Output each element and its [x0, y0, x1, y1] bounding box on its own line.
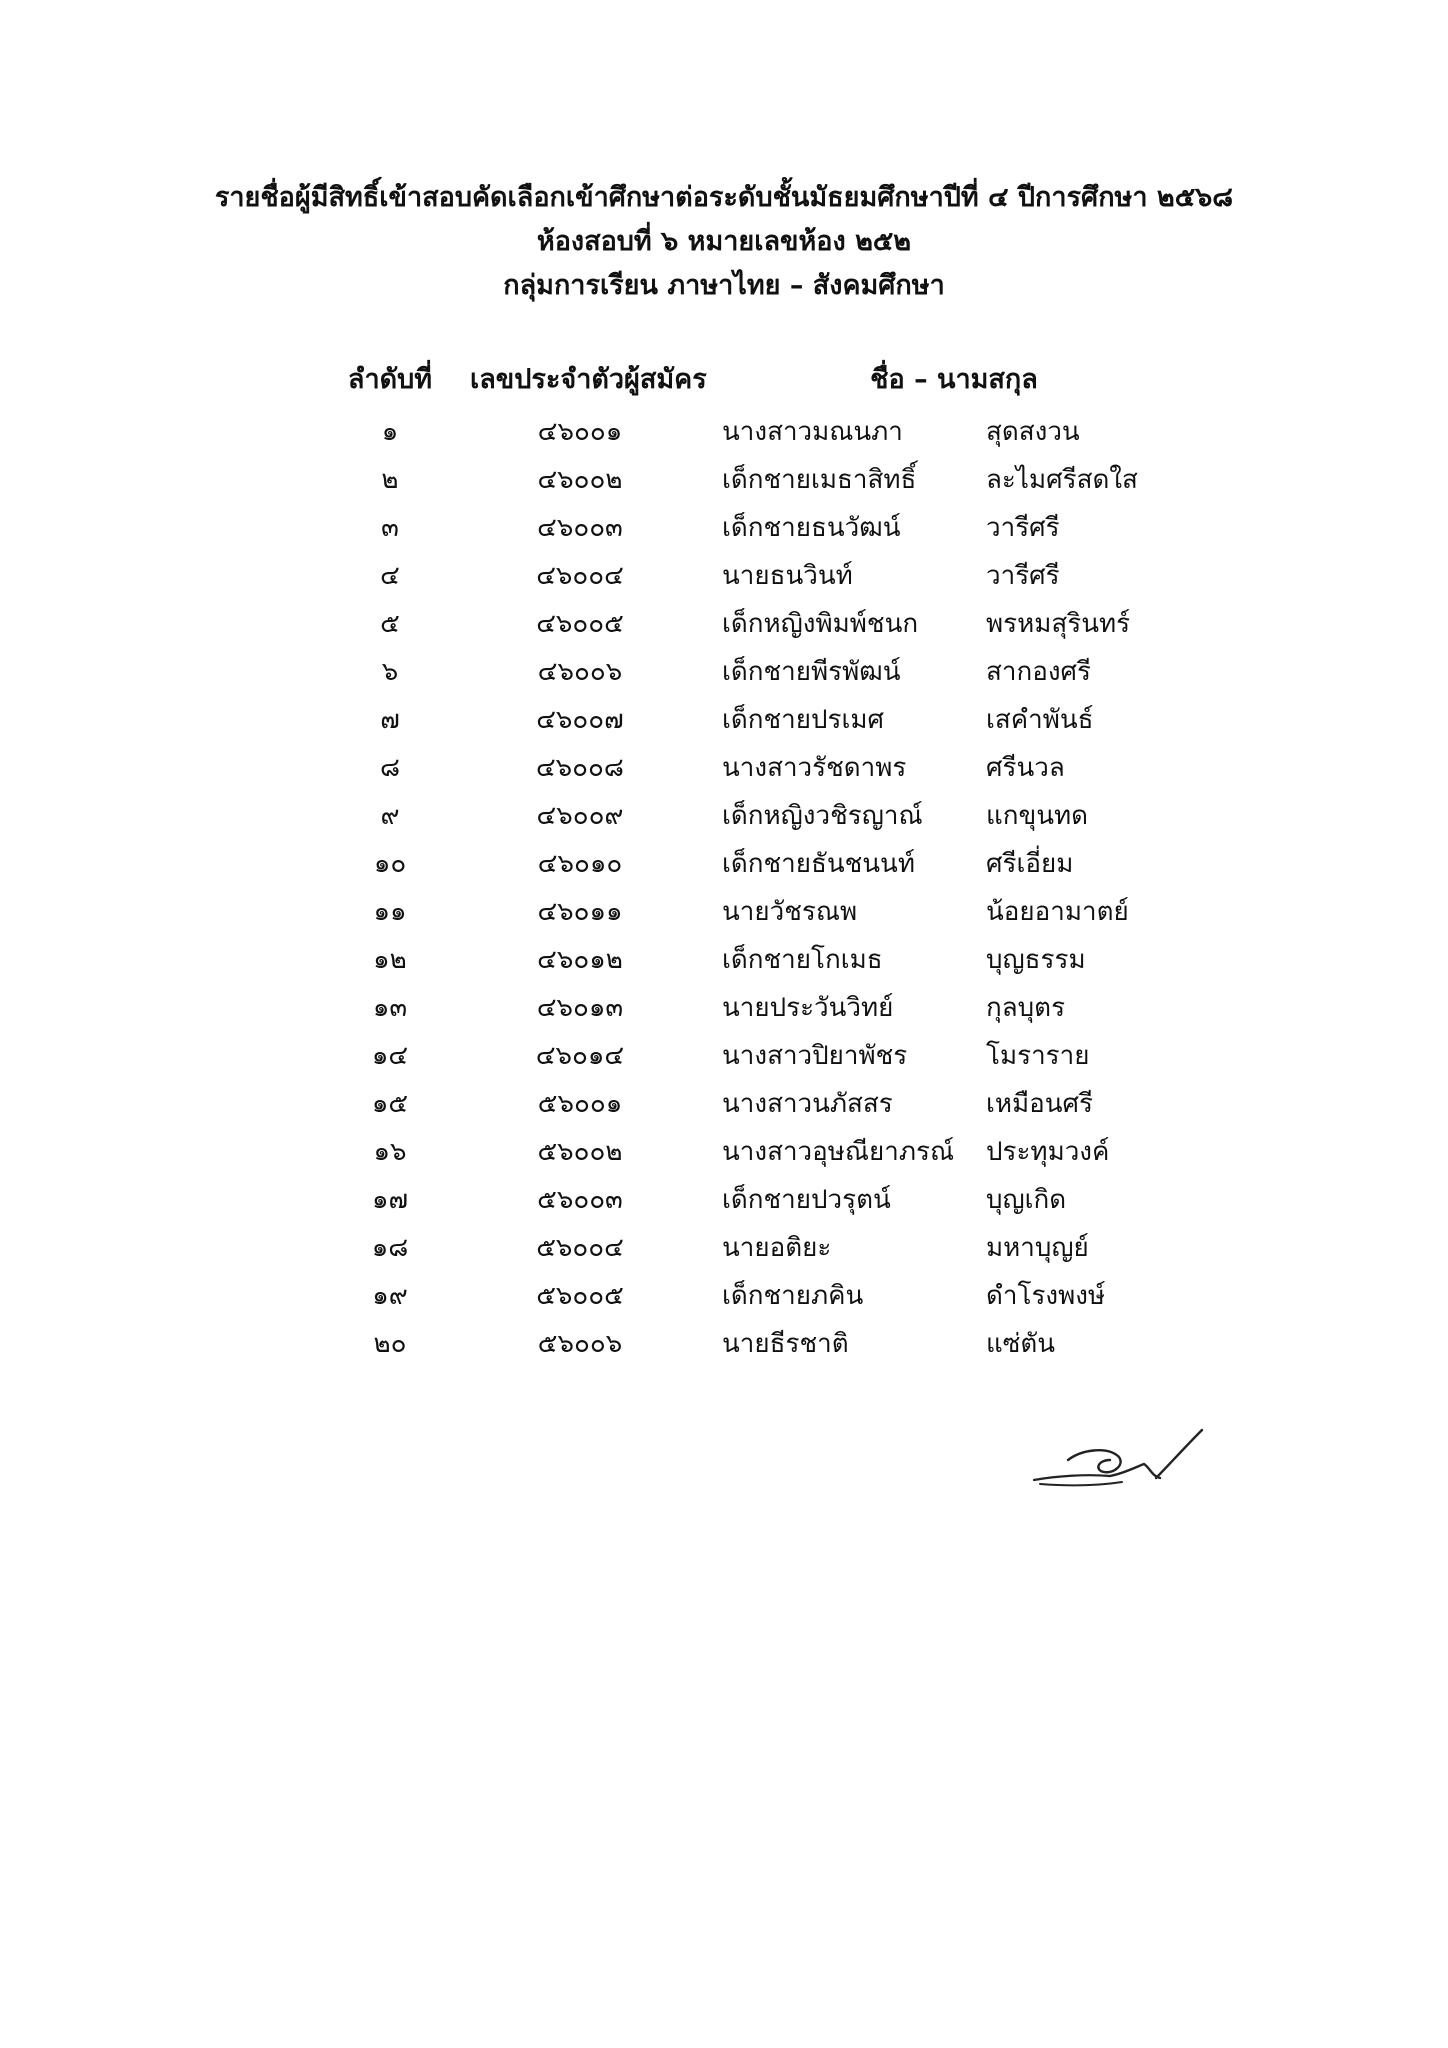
- table-row: [0, 696, 1448, 744]
- row-no: ๑๓: [372, 993, 408, 1023]
- table-row: [0, 504, 1448, 552]
- row-no: ๑๘: [371, 1233, 409, 1263]
- table-row: [0, 936, 1448, 984]
- table-row: [0, 840, 1448, 888]
- row-first-name: นางสาวรัชดาพร: [722, 753, 907, 783]
- row-last-name: น้อยอามาตย์: [986, 897, 1129, 927]
- row-no: ๕: [380, 609, 400, 639]
- row-first-name: นายธีรชาติ: [722, 1329, 849, 1359]
- row-no: ๑๐: [373, 849, 407, 879]
- row-last-name: บุญเกิด: [986, 1185, 1067, 1215]
- row-first-name: นายประวันวิทย์: [722, 993, 894, 1023]
- row-applicant-id: ๔๖๐๐๕: [536, 609, 624, 639]
- row-no: ๑๒: [373, 945, 407, 975]
- document-heading: [0, 176, 1448, 308]
- table-row: [0, 648, 1448, 696]
- row-first-name: เด็กชายปวรุตน์: [722, 1185, 891, 1215]
- row-last-name: สากองศรี: [986, 657, 1091, 687]
- heading-title: รายชื่อผู้มีสิทธิ์เข้าสอบคัดเลือกเข้าศึกษาต่อระดับชั้นมัธยมศึกษาปีที่ ๔ ปีการศึกษา ๒๕๖๘: [214, 182, 1234, 213]
- row-no: ๙: [380, 801, 400, 831]
- row-first-name: นายธนวินท์: [722, 561, 853, 591]
- row-first-name: เด็กหญิงพิมพ์ชนก: [722, 609, 919, 639]
- row-last-name: กุลบุตร: [986, 993, 1066, 1023]
- row-no: ๑๖: [373, 1137, 407, 1167]
- row-no: ๔: [380, 561, 400, 591]
- table-row: [0, 1176, 1448, 1224]
- table-row: [0, 792, 1448, 840]
- row-applicant-id: ๔๖๐๑๒: [537, 945, 623, 975]
- row-applicant-id: ๕๖๐๐๒: [537, 1137, 623, 1167]
- row-first-name: เด็กชายโกเมธ: [722, 945, 883, 975]
- row-last-name: ละไมศรีสดใส: [986, 465, 1138, 495]
- row-last-name: มหาบุญย์: [986, 1233, 1089, 1263]
- row-last-name: วารีศรี: [986, 513, 1060, 543]
- table-row: [0, 1128, 1448, 1176]
- row-first-name: เด็กชายภคิน: [722, 1281, 864, 1311]
- row-applicant-id: ๔๖๐๐๘: [536, 753, 624, 783]
- row-applicant-id: ๔๖๐๐๑: [537, 417, 623, 447]
- row-last-name: ประทุมวงค์: [986, 1137, 1110, 1167]
- row-first-name: นายวัชรณพ: [722, 897, 858, 927]
- heading-study-group: กลุ่มการเรียน ภาษาไทย – สังคมศึกษา: [503, 270, 945, 301]
- row-last-name: เสคำพันธ์: [986, 705, 1094, 735]
- row-no: ๒: [381, 465, 399, 495]
- row-first-name: นางสาวนภัสสร: [722, 1089, 893, 1119]
- row-applicant-id: ๔๖๐๐๖: [537, 657, 623, 687]
- row-last-name: สุดสงวน: [986, 417, 1080, 447]
- row-applicant-id: ๔๖๐๑๓: [536, 993, 624, 1023]
- table-body: [0, 408, 1448, 1368]
- table-row: [0, 1320, 1448, 1368]
- row-first-name: เด็กหญิงวชิรญาณ์: [722, 801, 923, 831]
- row-first-name: เด็กชายเมธาสิทธิ์: [722, 465, 917, 495]
- table-row: [0, 552, 1448, 600]
- column-header-name: ชื่อ – นามสกุล: [870, 364, 1038, 395]
- row-first-name: เด็กชายปรเมศ: [722, 705, 884, 735]
- row-applicant-id: ๕๖๐๐๕: [536, 1281, 624, 1311]
- row-last-name: ดำโรงพงษ์: [986, 1281, 1106, 1311]
- heading-exam-room: ห้องสอบที่ ๖ หมายเลขห้อง ๒๕๒: [536, 226, 912, 257]
- row-no: ๒๐: [373, 1329, 407, 1359]
- row-applicant-id: ๔๖๐๑๔: [535, 1041, 625, 1071]
- row-last-name: บุญธรรม: [986, 945, 1086, 975]
- row-applicant-id: ๔๖๐๑๐: [537, 849, 623, 879]
- table-row: [0, 1224, 1448, 1272]
- row-no: ๑: [381, 417, 399, 447]
- row-first-name: นายอติยะ: [722, 1233, 832, 1263]
- row-applicant-id: ๔๖๐๐๒: [537, 465, 623, 495]
- row-last-name: พรหมสุรินทร์: [986, 609, 1131, 639]
- row-first-name: เด็กชายพีรพัฒน์: [722, 657, 901, 687]
- row-first-name: นางสาวอุษณียาภรณ์: [722, 1137, 955, 1167]
- row-no: ๑๔: [371, 1041, 409, 1071]
- row-applicant-id: ๔๖๐๐๓: [537, 513, 623, 543]
- row-no: ๑๗: [371, 1185, 409, 1215]
- row-no: ๑๙: [372, 1281, 408, 1311]
- row-applicant-id: ๕๖๐๐๔: [536, 1233, 624, 1263]
- row-no: ๓: [381, 513, 399, 543]
- row-no: ๑๑: [373, 897, 407, 927]
- column-header-id: เลขประจำตัวผู้สมัคร: [470, 364, 707, 395]
- row-last-name: โมราราย: [986, 1041, 1090, 1071]
- row-first-name: นางสาวปิยาพัชร: [722, 1041, 908, 1071]
- candidate-table: [0, 356, 1448, 1368]
- row-applicant-id: ๕๖๐๐๓: [537, 1185, 623, 1215]
- signature: [1026, 1416, 1226, 1516]
- row-last-name: ศรีนวล: [986, 753, 1065, 783]
- table-header: [0, 356, 1448, 406]
- row-first-name: เด็กชายธันชนนท์: [722, 849, 915, 879]
- row-applicant-id: ๔๖๐๐๙: [536, 801, 624, 831]
- row-first-name: เด็กชายธนวัฒน์: [722, 513, 901, 543]
- row-first-name: นางสาวมณนภา: [722, 417, 903, 447]
- row-last-name: แซ่ตัน: [986, 1329, 1056, 1359]
- row-no: ๑๕: [371, 1089, 409, 1119]
- row-no: ๘: [379, 753, 401, 783]
- row-applicant-id: ๕๖๐๐๖: [537, 1329, 623, 1359]
- row-last-name: แกขุนทด: [986, 801, 1089, 831]
- table-row: [0, 984, 1448, 1032]
- row-applicant-id: ๔๖๐๐๔: [536, 561, 624, 591]
- row-applicant-id: ๕๖๐๐๑: [537, 1089, 623, 1119]
- table-row: [0, 1032, 1448, 1080]
- table-row: [0, 456, 1448, 504]
- table-row: [0, 744, 1448, 792]
- row-applicant-id: ๔๖๐๑๑: [537, 897, 623, 927]
- table-row: [0, 408, 1448, 456]
- table-row: [0, 1080, 1448, 1128]
- column-header-no: ลำดับที่: [347, 364, 433, 395]
- row-last-name: เหมือนศรี: [986, 1089, 1094, 1119]
- table-row: [0, 1272, 1448, 1320]
- table-row: [0, 600, 1448, 648]
- row-no: ๖: [381, 657, 399, 687]
- row-applicant-id: ๔๖๐๐๗: [536, 705, 624, 735]
- table-row: [0, 888, 1448, 936]
- row-last-name: วารีศรี: [986, 561, 1060, 591]
- row-no: ๗: [380, 705, 400, 735]
- row-last-name: ศรีเอี่ยม: [986, 849, 1074, 879]
